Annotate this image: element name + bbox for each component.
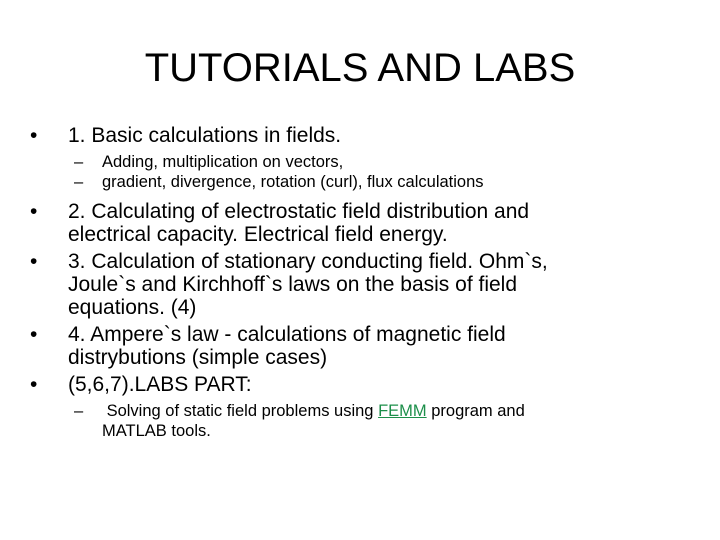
bullet-icon: •	[30, 323, 38, 346]
list-item-3-line-1: 3. Calculation of stationary conducting field. Ohm`s,	[68, 250, 548, 273]
sub-item-5-1-before: Solving of static field problems using	[102, 402, 379, 420]
dash-icon: –	[74, 172, 84, 191]
femm-link[interactable]: FEMM	[378, 402, 427, 420]
list-item-1-text: 1. Basic calculations in fields.	[68, 124, 342, 147]
list-item-5-text: (5,6,7).LABS PART:	[68, 373, 252, 396]
dash-icon: –	[74, 402, 84, 420]
list-item-4-line-1: 4. Ampere`s law - calculations of magnetic field	[68, 323, 506, 346]
list-item-3	[30, 250, 690, 319]
list-item-4	[30, 323, 690, 369]
list-item-4-line-2: distrybutions (simple cases)	[68, 346, 328, 369]
sub-item-5-1	[30, 402, 690, 441]
list-item-1	[30, 124, 690, 147]
list-item-3-line-3: equations. (4)	[68, 296, 197, 319]
sub-item-1-2	[30, 173, 690, 193]
list-item-2-line-2: electrical capacity. Electrical field energy.	[68, 223, 448, 246]
sub-item-5-1-after: program and	[426, 402, 525, 420]
sub-item-1-1-text: Adding, multiplication on vectors,	[102, 153, 344, 171]
list-item-3-line-2: Joule`s and Kirchhoff`s laws on the basis of field	[68, 273, 518, 296]
bullet-icon: •	[30, 124, 38, 147]
list-item-2-line-1: 2. Calculating of electrostatic field distribution and	[68, 200, 530, 223]
bullet-list	[30, 124, 690, 441]
sub-item-5-1-line-1	[102, 402, 690, 422]
bullet-icon: •	[30, 200, 38, 223]
list-item-5	[30, 373, 690, 396]
sub-item-5-1-line-2: MATLAB tools.	[102, 421, 211, 440]
sub-item-1-1	[30, 153, 690, 173]
dash-icon: –	[74, 153, 84, 171]
sub-item-1-2-text: gradient, divergence, rotation (curl), flux calculations	[102, 172, 484, 191]
bullet-icon: •	[30, 373, 38, 396]
list-item-2	[30, 200, 690, 246]
slide-title: TUTORIALS AND LABS	[144, 46, 576, 90]
bullet-icon: •	[30, 250, 38, 273]
